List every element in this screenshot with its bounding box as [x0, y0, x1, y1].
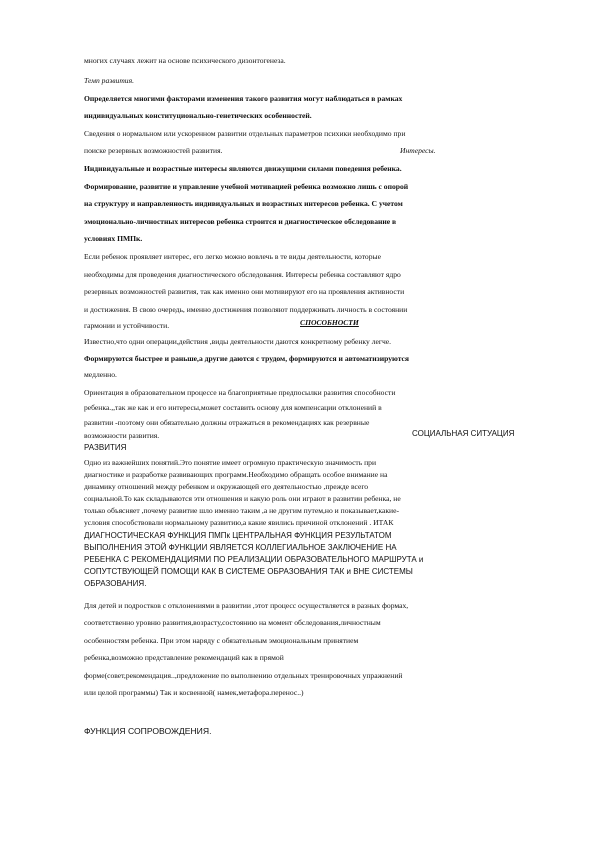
text-line: диагностике и разработке развивающих программ.Необходимо обращать особое внимание на	[84, 470, 388, 479]
text-line: социальной.То как складываются эти отношения и какую роль они играют в развитии ребенка, не	[84, 494, 401, 503]
text-line: поиске резервных возможностей развития.	[84, 146, 223, 155]
section-heading-tempo: Темп развития.	[84, 76, 135, 85]
text-line-caps: ВЫПОЛНЕНИЯ ЭТОЙ ФУНКЦИИ ЯВЛЯЕТСЯ КОЛЛЕГИАЛЬНОЕ ЗАКЛЮЧЕНИЕ НА	[84, 543, 397, 552]
text-line: условия способствовали нормальному развитию,а какие явились причиной отклонений . ИТАК	[84, 518, 394, 527]
text-line: только объясняет ,почему развитие шло именно таким ,а не другим путем,но и показывает,какие-	[84, 506, 400, 515]
text-line: гармонии и устойчивости.	[84, 321, 170, 330]
text-line: медленно.	[84, 370, 117, 379]
text-line: соответственно уровню развития,возрасту,состоянию на момент обследования,личностным	[84, 618, 381, 627]
text-line: Формирование, развитие и управление учебной мотивацией ребенка возможно лишь с опорой	[84, 182, 409, 191]
section-heading-abilities: СПОСОБНОСТИ	[300, 318, 359, 327]
text-line: развитии -поэтому они обязательно должны отражаться в рекомендациях как резервные	[84, 418, 370, 427]
text-line: Определяется многими факторами изменения такого развития могут наблюдаться в рамках	[84, 94, 403, 103]
text-line: на структуру и направленность индивидуальных и возрастных интересов ребенка. С учетом	[84, 199, 403, 208]
text-line: ребенка,возможно представление рекомендаций как в прямой	[84, 653, 284, 662]
section-heading-support-function: ФУНКЦИЯ СОПРОВОЖДЕНИЯ.	[84, 726, 212, 736]
text-line: динамику отношений между ребенком и окружающей его деятельностью ,прежде всего	[84, 482, 369, 491]
text-line: Известно,что одни операции,действия ,виды деятельности даются конкретному ребенку легче.	[84, 337, 392, 346]
text-line: особенностям ребенка. При этом наряду с обязательным эмоциональным принятием	[84, 636, 359, 645]
text-line: и достижения. В свою очередь, именно достижения позволяют поддерживать личность в состоянии	[84, 305, 408, 314]
section-heading-social-situation: СОЦИАЛЬНАЯ СИТУАЦИЯ	[412, 429, 515, 438]
section-heading-interests: Интересы.	[400, 146, 436, 155]
text-line-caps: СОПУТСТВУЮЩЕЙ ПОМОЩИ КАК В СИСТЕМЕ ОБРАЗОВАНИЯ ТАК и ВНЕ СИСТЕМЫ	[84, 567, 413, 576]
section-heading-social-situation-cont: РАЗВИТИЯ	[84, 443, 127, 452]
text-line: Ориентация в образовательном процессе на благоприятные предпосылки развития способности	[84, 388, 396, 397]
text-line-caps: ДИАГНОСТИЧЕСКАЯ ФУНКЦИЯ ПМПк ЦЕНТРАЛЬНАЯ ФУНКЦИЯ РЕЗУЛЬТАТОМ	[84, 531, 392, 540]
text-line: Сведения о нормальном или ускоренном развитии отдельных параметров психики необходимо при	[84, 129, 406, 138]
text-line: Если ребенок проявляет интерес, его легко можно вовлечь в те виды деятельности, которые	[84, 252, 382, 261]
text-line: или целой программы) Так и косвенной( намек,метафора.перенос..)	[84, 688, 304, 697]
text-line: ребенка.,,так же как и его интересы,может составить основу для компенсации отклонений в	[84, 403, 382, 412]
text-line: многих случаях лежит на основе психического дизонтогенеза.	[84, 56, 286, 65]
text-line: Одно из важнейших понятий.Это понятие имеет огромную практическую значимость при	[84, 458, 377, 467]
text-line: Формируются быстрее и раньше,а другие даются с трудом, формируются и автоматизируются	[84, 354, 410, 363]
text-line: индивидуальных конституционально-генетических особенностей.	[84, 111, 312, 120]
text-line: форме(совет,рекомендация..,предложение по выполнению отдельных тренировочных упражнений	[84, 671, 403, 680]
text-line: необходимы для проведения диагностического обследования. Интересы ребенка составляют ядро	[84, 270, 401, 279]
text-line-caps: ОБРАЗОВАНИЯ.	[84, 579, 147, 588]
text-line-caps: РЕБЕНКА С РЕКОМЕНДАЦИЯМИ ПО РЕАЛИЗАЦИИ ОБРАЗОВАТЕЛЬНОГО МАРШРУТА и	[84, 555, 424, 564]
text-line: Индивидуальные и возрастные интересы являются движущими силами поведения ребенка.	[84, 164, 402, 173]
text-line: резервных возможностей развития, так как именно они мотивируют его на проявления активности	[84, 287, 405, 296]
text-line: возможности развития.	[84, 431, 160, 440]
text-line: условиях ПМПк.	[84, 234, 143, 243]
text-line: эмоционально-личностных интересов ребенка строится и диагностическое обследование в	[84, 217, 397, 226]
text-line: Для детей и подростков с отклонениями в развитии ,этот процесс осуществляется в разных формах,	[84, 601, 409, 610]
